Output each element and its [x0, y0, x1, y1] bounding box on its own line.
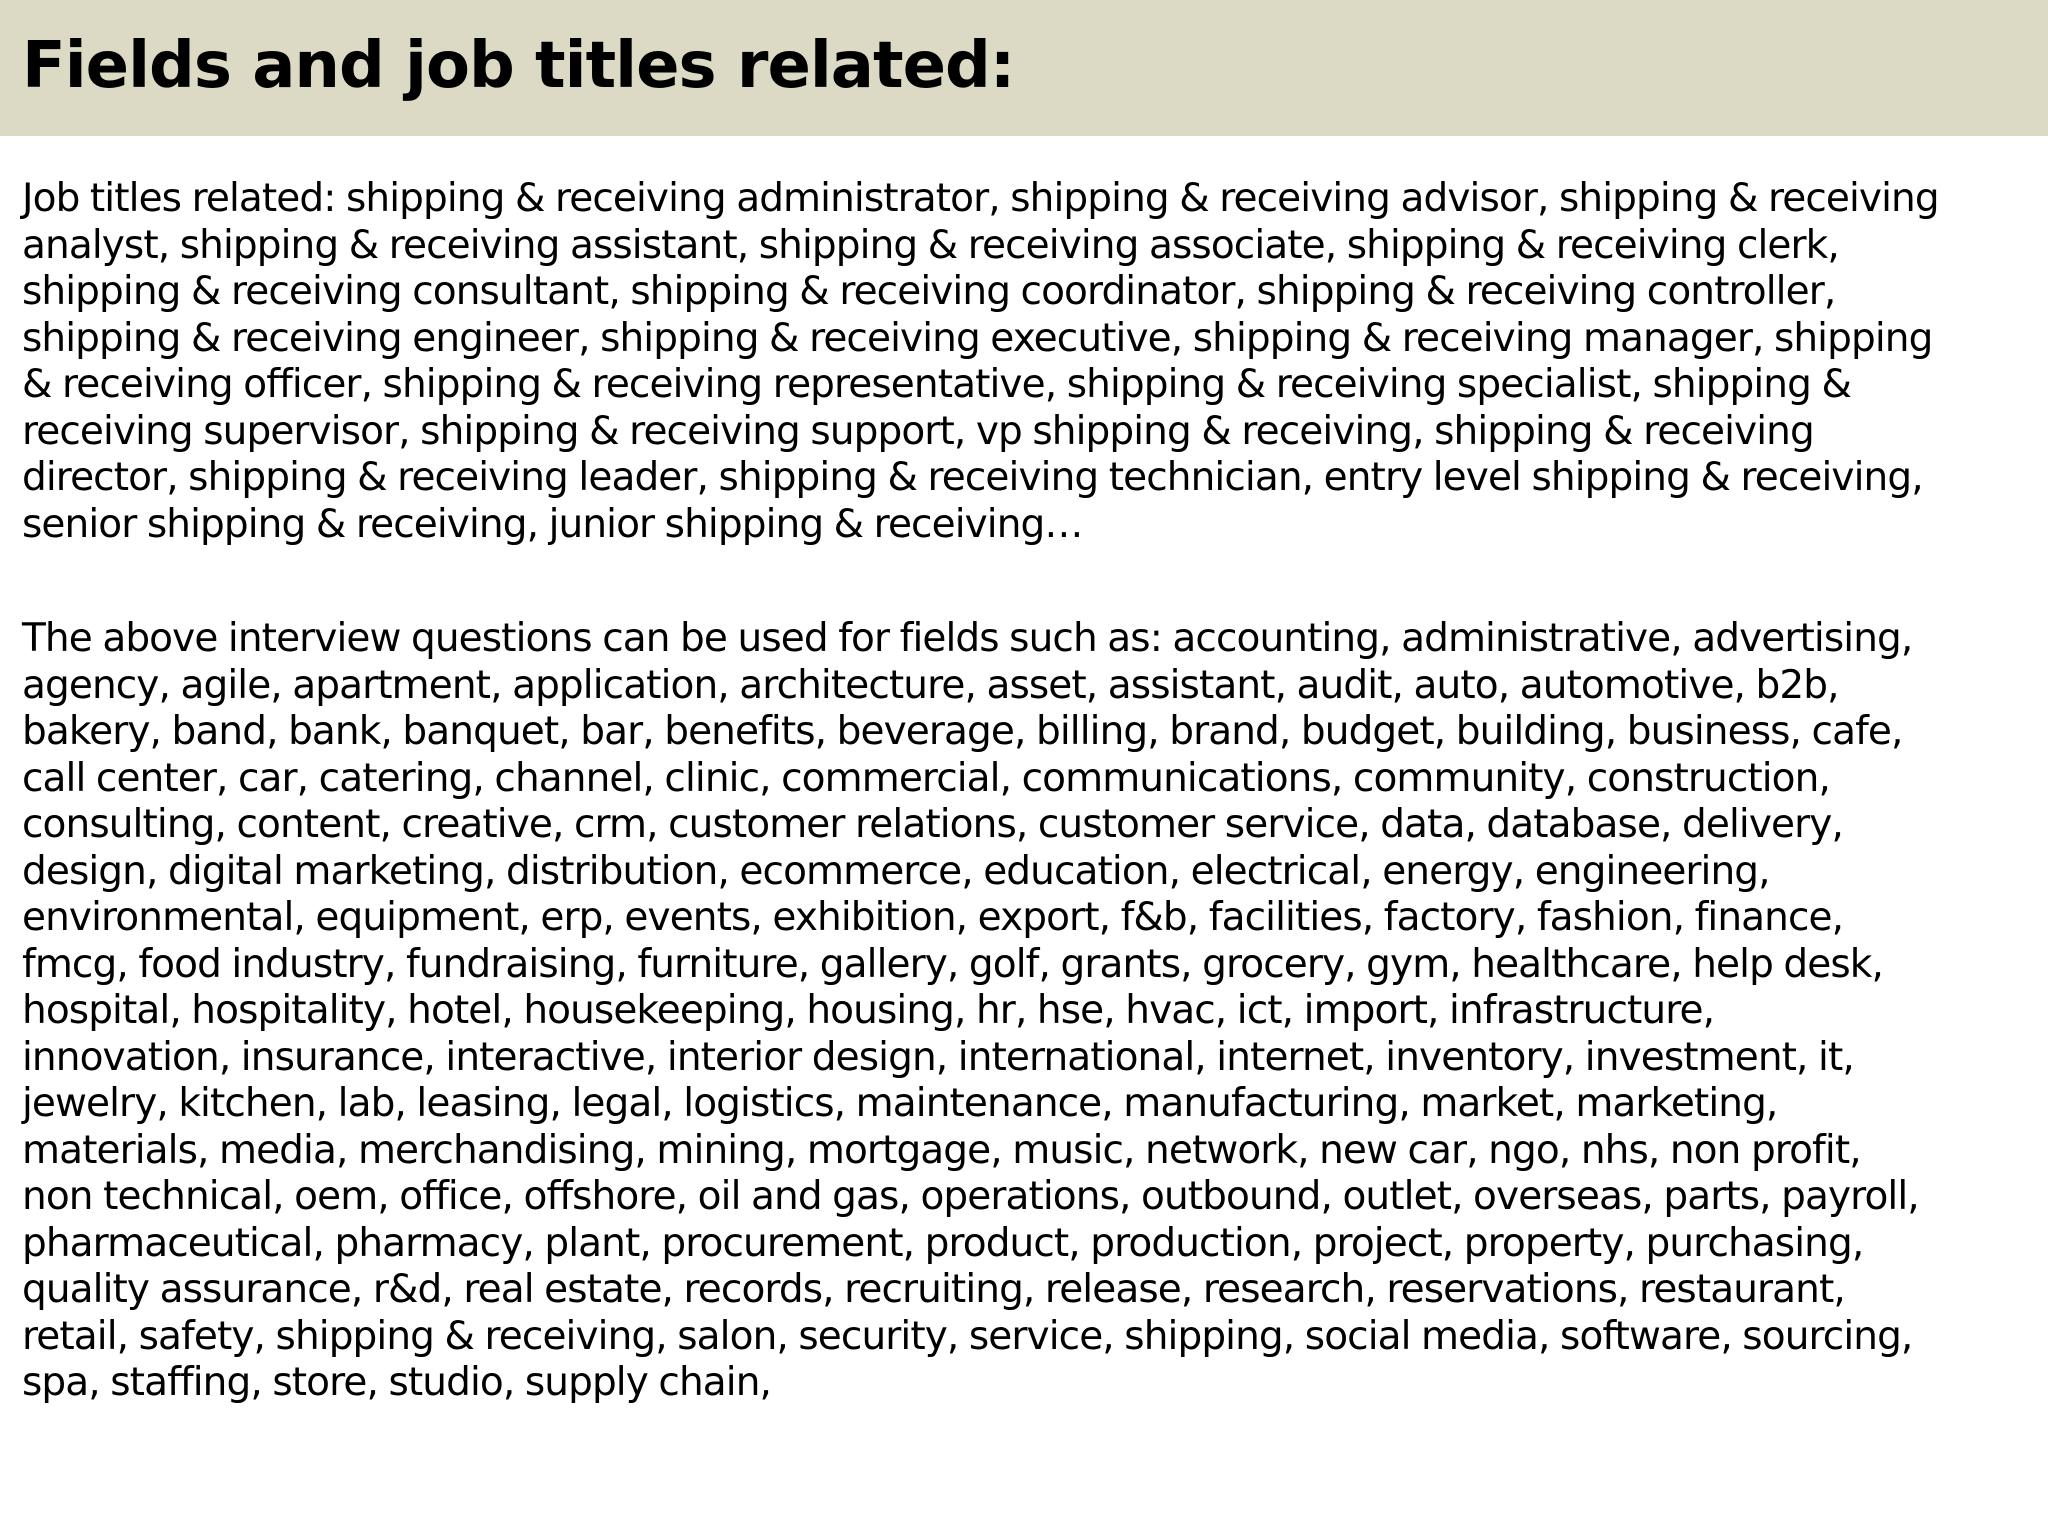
text-line: receiving supervisor, shipping & receiving support, vp shipping & receiving, shipping & receiving: [22, 408, 1814, 454]
text-line: non technical, oem, office, offshore, oil and gas, operations, outbound, outlet, overseas, parts, payroll,: [22, 1174, 1919, 1219]
text-line: spa, staffing, store, studio, supply chain,: [22, 1360, 772, 1405]
text-line: call center, car, catering, channel, clinic, commercial, communications, community, construction,: [22, 755, 1830, 801]
text-line: hospital, hospitality, hotel, housekeeping, housing, hr, hse, hvac, ict, import, infrastructure,: [22, 988, 1715, 1033]
text-line: senior shipping & receiving, junior shipping & receiving…: [22, 501, 1083, 547]
text-line: materials, media, merchandising, mining, mortgage, music, network, new car, ngo, nhs, non profit,: [22, 1127, 1861, 1173]
text-line: quality assurance, r&d, real estate, records, recruiting, release, research, reservations, restaurant,: [22, 1267, 1845, 1312]
text-line: pharmaceutical, pharmacy, plant, procurement, product, production, project, property, purchasing,: [22, 1220, 1864, 1266]
fields-paragraph: [22, 616, 2032, 1407]
slide-body: [22, 176, 2032, 1407]
text-line: innovation, insurance, interactive, interior design, international, internet, inventory, investment, it,: [22, 1034, 1854, 1080]
text-line: shipping & receiving engineer, shipping & receiving executive, shipping & receiving manager, shipping: [22, 315, 1933, 361]
text-line: director, shipping & receiving leader, shipping & receiving technician, entry level shipping & receiving,: [22, 455, 1923, 500]
text-line: shipping & receiving consultant, shipping & receiving coordinator, shipping & receiving controller,: [22, 269, 1836, 314]
text-line: jewelry, kitchen, lab, leasing, legal, logistics, maintenance, manufacturing, market, marketing,: [22, 1081, 1778, 1126]
text-line: environmental, equipment, erp, events, exhibition, export, f&b, facilities, factory, fashion, finance,: [22, 895, 1844, 940]
text-line: retail, safety, shipping & receiving, salon, security, service, shipping, social media, software, sourcing,: [22, 1313, 1913, 1359]
title-bar: [0, 0, 2048, 136]
job-titles-paragraph: [22, 176, 2032, 548]
text-line: Job titles related: shipping & receiving administrator, shipping & receiving advisor, shipping & receiving: [22, 176, 1939, 221]
text-line: agency, agile, apartment, application, architecture, asset, assistant, audit, auto, automotive, b2b,: [22, 662, 1839, 708]
text-line: fmcg, food industry, fundraising, furniture, gallery, golf, grants, grocery, gym, healthcare, help desk,: [22, 941, 1883, 987]
text-line: & receiving officer, shipping & receiving representative, shipping & receiving specialist, shipping &: [22, 362, 1851, 407]
text-line: consulting, content, creative, crm, customer relations, customer service, data, database, delivery,: [22, 802, 1843, 847]
text-line: The above interview questions can be used for fields such as: accounting, administrative, advertising,: [22, 616, 1913, 661]
text-line: design, digital marketing, distribution, ecommerce, education, electrical, energy, engineering,: [22, 848, 1770, 894]
text-line: analyst, shipping & receiving assistant, shipping & receiving associate, shipping & receiving clerk,: [22, 222, 1839, 268]
text-line: bakery, band, bank, banquet, bar, benefits, beverage, billing, brand, budget, building, business, cafe,: [22, 709, 1903, 754]
slide-title: Fields and job titles related:: [22, 29, 1015, 103]
